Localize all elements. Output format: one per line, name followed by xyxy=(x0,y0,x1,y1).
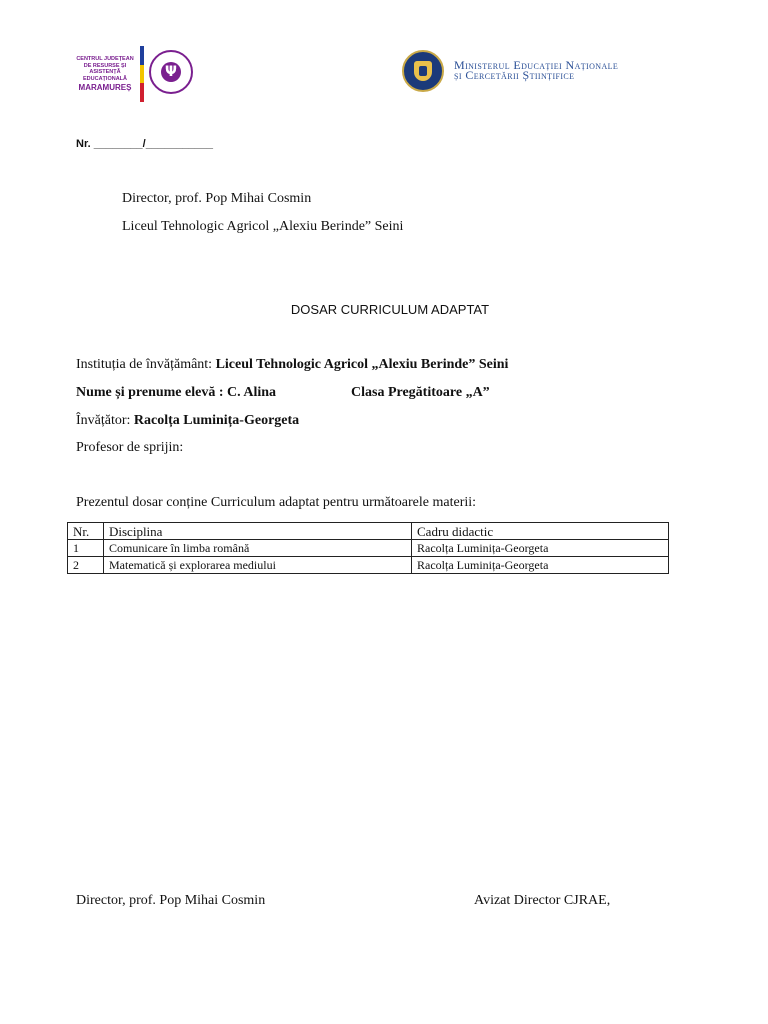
cjrae-line: ASISTENȚĂ xyxy=(89,69,121,76)
table-row xyxy=(68,557,669,574)
row-teacher: Racolța Luminița-Georgeta xyxy=(412,540,669,557)
class-value: Clasa Pregătitoare „A” xyxy=(351,385,490,400)
document-title: DOSAR CURRICULUM ADAPTAT xyxy=(290,302,490,317)
teacher-field xyxy=(76,413,299,429)
cjrae-logo-text xyxy=(72,56,138,93)
class-field xyxy=(351,385,490,401)
header-discipline: Disciplina xyxy=(104,523,412,540)
table-row xyxy=(68,540,669,557)
registration-number: Nr. ________/___________ xyxy=(76,138,214,150)
tricolor-red xyxy=(140,83,144,102)
cjrae-logo xyxy=(72,44,204,104)
ministry-line1: Ministerul Educației Naționale xyxy=(454,58,619,72)
government-seal-icon xyxy=(402,50,444,92)
cjrae-county: MARAMUREȘ xyxy=(78,83,132,93)
addressee-school: Liceul Tehnologic Agricol „Alexiu Berinde” Seini xyxy=(122,219,404,234)
institution-value: Liceul Tehnologic Agricol „Alexiu Berinde” Seini xyxy=(215,357,509,372)
cjrae-line: CENTRUL JUDEȚEAN xyxy=(76,56,134,62)
tricolor-blue xyxy=(140,46,144,65)
student-field xyxy=(76,385,276,401)
intro-text: Prezentul dosar conține Curriculum adaptat pentru următoarele materii: xyxy=(76,495,477,510)
institution-field xyxy=(76,357,508,373)
ministry-logo xyxy=(402,50,662,94)
ministry-name xyxy=(454,60,618,80)
psi-glyph: Ψ xyxy=(161,62,181,82)
teacher-value: Racolța Luminița-Georgeta xyxy=(133,413,300,428)
ministry-line2: și Cercetării Științifice xyxy=(454,68,575,82)
cjrae-line: EDUCAȚIONALĂ xyxy=(83,75,127,82)
support-teacher-label: Profesor de sprijin: xyxy=(76,440,184,455)
institution-label: Instituția de învățământ: xyxy=(76,357,213,372)
row-discipline: Matematică și explorarea mediului xyxy=(104,557,412,574)
footer-director: Director, prof. Pop Mihai Cosmin xyxy=(76,893,266,908)
teacher-label: Învățător: xyxy=(76,413,131,428)
tricolor-yellow xyxy=(140,65,144,84)
footer-cjrae-approval: Avizat Director CJRAE, xyxy=(474,893,611,908)
student-label: Nume și prenume elevă : xyxy=(76,385,224,400)
student-value: C. Alina xyxy=(227,385,277,400)
tricolor-bar xyxy=(140,46,144,102)
addressee-director: Director, prof. Pop Mihai Cosmin xyxy=(122,191,312,206)
row-nr: 1 xyxy=(68,540,104,557)
table-header-row xyxy=(68,523,669,540)
header-teacher: Cadru didactic xyxy=(412,523,669,540)
cjrae-line: DE RESURSE ȘI xyxy=(83,62,127,69)
row-nr: 2 xyxy=(68,557,104,574)
disciplines-table xyxy=(67,522,669,574)
header-nr: Nr. xyxy=(68,523,104,540)
row-discipline: Comunicare în limba română xyxy=(104,540,412,557)
row-teacher: Racolța Luminița-Georgeta xyxy=(412,557,669,574)
psi-emblem-icon xyxy=(149,50,193,94)
